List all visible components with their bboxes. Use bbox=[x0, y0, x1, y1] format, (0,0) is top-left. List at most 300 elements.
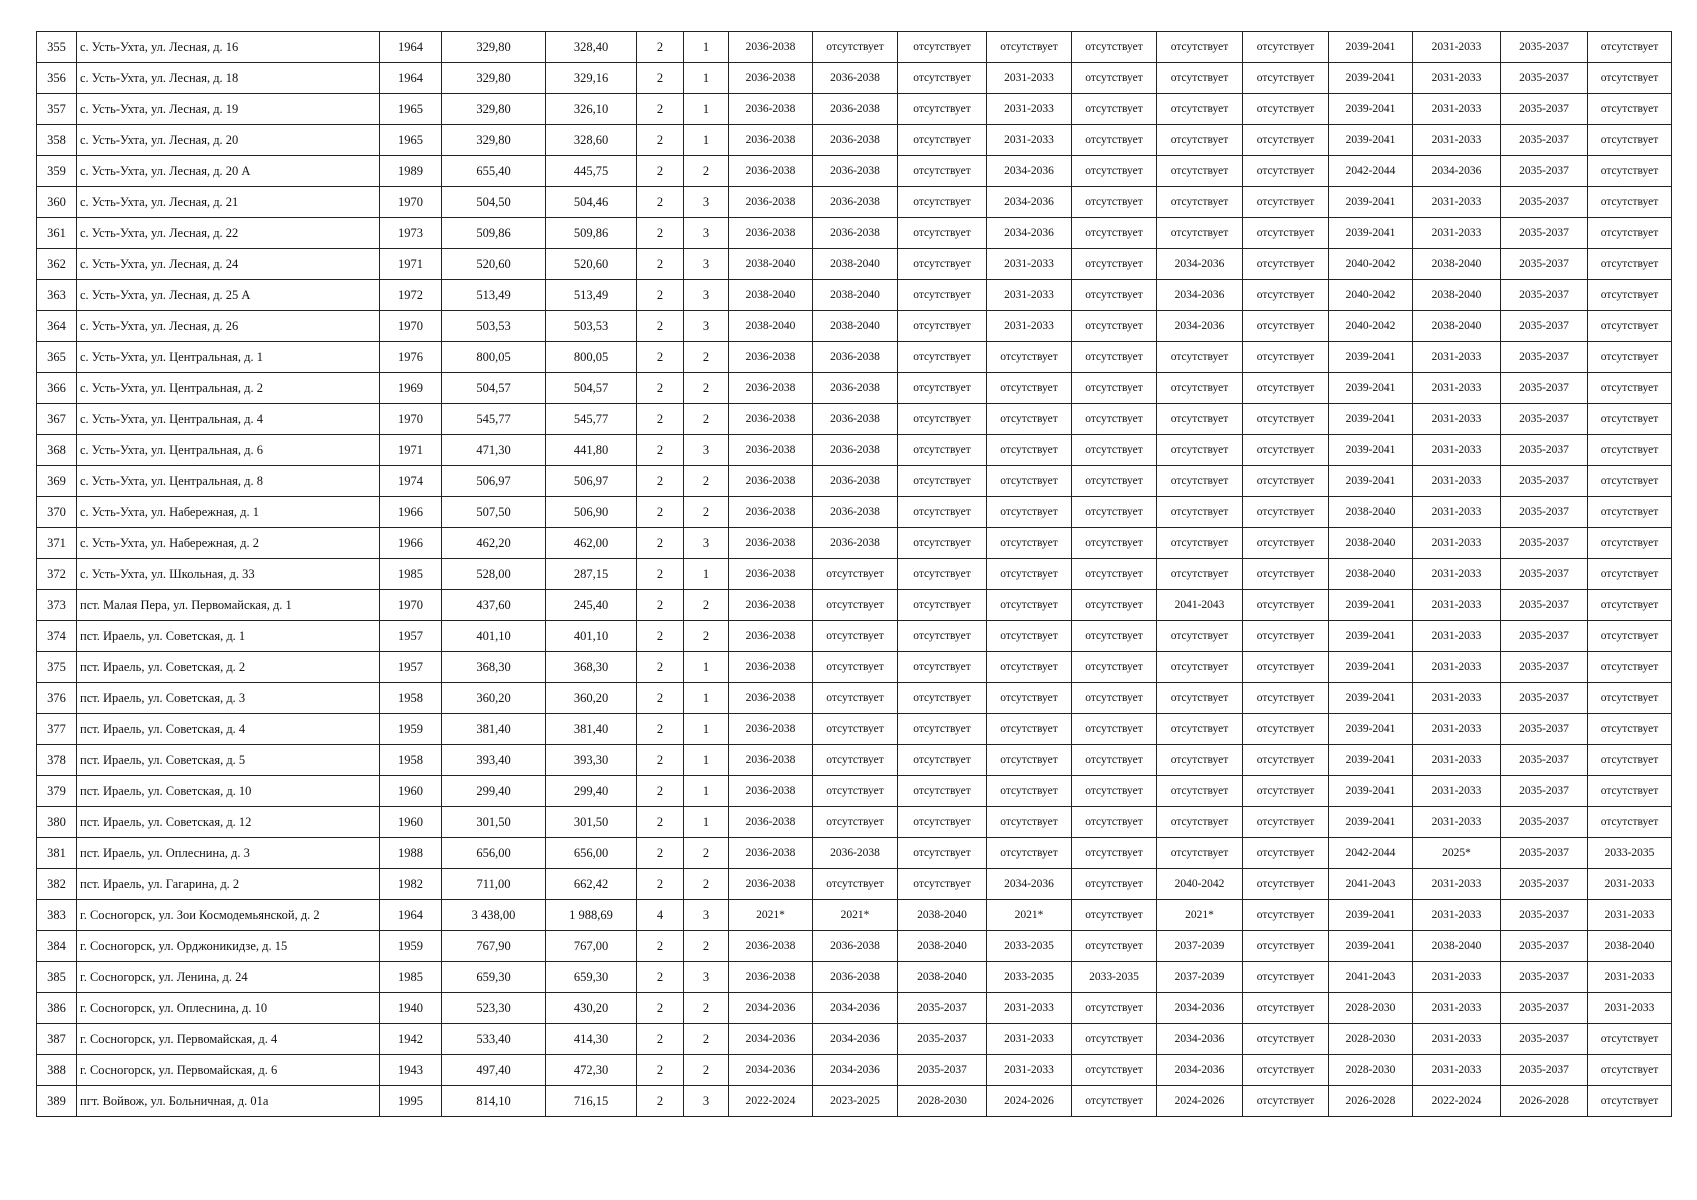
work-period-cell: отсутствует bbox=[1588, 218, 1672, 249]
work-period-cell: отсутствует bbox=[898, 652, 987, 683]
table-row bbox=[37, 32, 1672, 63]
work-period-cell: отсутствует bbox=[1072, 187, 1157, 218]
work-period-cell: 2036-2038 bbox=[813, 187, 898, 218]
total-area-cell: 381,40 bbox=[442, 714, 546, 745]
work-period-cell: отсутствует bbox=[1243, 807, 1329, 838]
table-row bbox=[37, 63, 1672, 94]
work-period-cell: 2033-2035 bbox=[1072, 962, 1157, 993]
work-period-cell: 2036-2038 bbox=[729, 807, 813, 838]
row-number-cell: 361 bbox=[37, 218, 77, 249]
work-period-cell: 2031-2033 bbox=[1413, 125, 1501, 156]
work-period-cell: отсутствует bbox=[898, 590, 987, 621]
work-period-cell: отсутствует bbox=[1588, 745, 1672, 776]
floors-cell: 2 bbox=[637, 559, 684, 590]
work-period-cell: отсутствует bbox=[898, 869, 987, 900]
work-period-cell: 2038-2040 bbox=[1329, 497, 1413, 528]
work-period-cell: 2038-2040 bbox=[729, 280, 813, 311]
row-number-cell: 381 bbox=[37, 838, 77, 869]
work-period-cell: 2022-2024 bbox=[729, 1086, 813, 1117]
work-period-cell: 2042-2044 bbox=[1329, 838, 1413, 869]
work-period-cell: отсутствует bbox=[1072, 280, 1157, 311]
work-period-cell: 2036-2038 bbox=[813, 342, 898, 373]
work-period-cell: отсутствует bbox=[1588, 776, 1672, 807]
work-period-cell: 2035-2037 bbox=[1501, 528, 1588, 559]
work-period-cell: 2039-2041 bbox=[1329, 714, 1413, 745]
work-period-cell: отсутствует bbox=[1243, 497, 1329, 528]
table-row bbox=[37, 156, 1672, 187]
work-period-cell: отсутствует bbox=[1157, 621, 1243, 652]
work-period-cell: отсутствует bbox=[1157, 373, 1243, 404]
work-period-cell: отсутствует bbox=[898, 63, 987, 94]
work-period-cell: отсутствует bbox=[1588, 807, 1672, 838]
total-area-cell: 401,10 bbox=[442, 621, 546, 652]
work-period-cell: 2035-2037 bbox=[1501, 218, 1588, 249]
year-cell: 1970 bbox=[380, 590, 442, 621]
work-period-cell: отсутствует bbox=[1243, 373, 1329, 404]
work-period-cell: 2033-2035 bbox=[987, 931, 1072, 962]
work-period-cell: отсутствует bbox=[1072, 125, 1157, 156]
row-number-cell: 366 bbox=[37, 373, 77, 404]
living-area-cell: 401,10 bbox=[546, 621, 637, 652]
row-number-cell: 363 bbox=[37, 280, 77, 311]
total-area-cell: 504,57 bbox=[442, 373, 546, 404]
work-period-cell: 2035-2037 bbox=[1501, 497, 1588, 528]
work-period-cell: 2041-2043 bbox=[1329, 869, 1413, 900]
work-period-cell: отсутствует bbox=[1157, 435, 1243, 466]
work-period-cell: 2036-2038 bbox=[813, 404, 898, 435]
address-cell: с. Усть-Ухта, ул. Центральная, д. 4 bbox=[77, 404, 380, 435]
work-period-cell: отсутствует bbox=[1243, 962, 1329, 993]
address-cell: пст. Ираель, ул. Советская, д. 10 bbox=[77, 776, 380, 807]
entrances-cell: 3 bbox=[684, 249, 729, 280]
row-number-cell: 387 bbox=[37, 1024, 77, 1055]
work-period-cell: 2036-2038 bbox=[813, 63, 898, 94]
row-number-cell: 365 bbox=[37, 342, 77, 373]
work-period-cell: отсутствует bbox=[1588, 590, 1672, 621]
work-period-cell: 2039-2041 bbox=[1329, 683, 1413, 714]
year-cell: 1985 bbox=[380, 559, 442, 590]
address-cell: с. Усть-Ухта, ул. Набережная, д. 2 bbox=[77, 528, 380, 559]
work-period-cell: 2026-2028 bbox=[1501, 1086, 1588, 1117]
table-row bbox=[37, 311, 1672, 342]
entrances-cell: 2 bbox=[684, 373, 729, 404]
work-period-cell: отсутствует bbox=[898, 621, 987, 652]
work-period-cell: 2031-2033 bbox=[1413, 993, 1501, 1024]
row-number-cell: 380 bbox=[37, 807, 77, 838]
floors-cell: 2 bbox=[637, 931, 684, 962]
work-period-cell: 2036-2038 bbox=[729, 745, 813, 776]
work-period-cell: 2031-2033 bbox=[1413, 962, 1501, 993]
work-period-cell: 2031-2033 bbox=[1413, 1024, 1501, 1055]
work-period-cell: 2035-2037 bbox=[1501, 1055, 1588, 1086]
floors-cell: 2 bbox=[637, 807, 684, 838]
floors-cell: 2 bbox=[637, 528, 684, 559]
work-period-cell: 2041-2043 bbox=[1329, 962, 1413, 993]
address-cell: с. Усть-Ухта, ул. Лесная, д. 22 bbox=[77, 218, 380, 249]
work-period-cell: 2039-2041 bbox=[1329, 466, 1413, 497]
work-period-cell: отсутствует bbox=[1157, 714, 1243, 745]
work-period-cell: отсутствует bbox=[1243, 249, 1329, 280]
address-cell: с. Усть-Ухта, ул. Школьная, д. 33 bbox=[77, 559, 380, 590]
living-area-cell: 509,86 bbox=[546, 218, 637, 249]
work-period-cell: отсутствует bbox=[987, 776, 1072, 807]
work-period-cell: 2035-2037 bbox=[1501, 249, 1588, 280]
entrances-cell: 2 bbox=[684, 497, 729, 528]
work-period-cell: отсутствует bbox=[1243, 218, 1329, 249]
table-row bbox=[37, 280, 1672, 311]
work-period-cell: 2038-2040 bbox=[1413, 280, 1501, 311]
table-row bbox=[37, 404, 1672, 435]
work-period-cell: 2031-2033 bbox=[987, 249, 1072, 280]
table-row bbox=[37, 125, 1672, 156]
work-period-cell: 2031-2033 bbox=[1413, 466, 1501, 497]
work-period-cell: отсутствует bbox=[1072, 466, 1157, 497]
work-period-cell: 2031-2033 bbox=[1413, 869, 1501, 900]
total-area-cell: 497,40 bbox=[442, 1055, 546, 1086]
entrances-cell: 1 bbox=[684, 776, 729, 807]
address-cell: с. Усть-Ухта, ул. Лесная, д. 19 bbox=[77, 94, 380, 125]
work-period-cell: 2038-2040 bbox=[813, 280, 898, 311]
work-period-cell: 2036-2038 bbox=[813, 838, 898, 869]
row-number-cell: 375 bbox=[37, 652, 77, 683]
entrances-cell: 2 bbox=[684, 993, 729, 1024]
work-period-cell: 2041-2043 bbox=[1157, 590, 1243, 621]
work-period-cell: отсутствует bbox=[1588, 187, 1672, 218]
floors-cell: 2 bbox=[637, 869, 684, 900]
living-area-cell: 472,30 bbox=[546, 1055, 637, 1086]
living-area-cell: 506,90 bbox=[546, 497, 637, 528]
work-period-cell: отсутствует bbox=[898, 187, 987, 218]
work-period-cell: отсутствует bbox=[813, 776, 898, 807]
work-period-cell: отсутствует bbox=[1243, 993, 1329, 1024]
living-area-cell: 430,20 bbox=[546, 993, 637, 1024]
year-cell: 1943 bbox=[380, 1055, 442, 1086]
year-cell: 1957 bbox=[380, 652, 442, 683]
year-cell: 1960 bbox=[380, 776, 442, 807]
entrances-cell: 1 bbox=[684, 745, 729, 776]
work-period-cell: отсутствует bbox=[1072, 559, 1157, 590]
work-period-cell: отсутствует bbox=[1072, 590, 1157, 621]
work-period-cell: 2036-2038 bbox=[813, 962, 898, 993]
year-cell: 1965 bbox=[380, 125, 442, 156]
work-period-cell: отсутствует bbox=[1588, 559, 1672, 590]
work-period-cell: 2039-2041 bbox=[1329, 94, 1413, 125]
work-period-cell: отсутствует bbox=[1243, 776, 1329, 807]
floors-cell: 2 bbox=[637, 311, 684, 342]
work-period-cell: отсутствует bbox=[1072, 311, 1157, 342]
address-cell: с. Усть-Ухта, ул. Лесная, д. 20 А bbox=[77, 156, 380, 187]
work-period-cell: 2036-2038 bbox=[729, 187, 813, 218]
row-number-cell: 388 bbox=[37, 1055, 77, 1086]
row-number-cell: 360 bbox=[37, 187, 77, 218]
work-period-cell: 2021* bbox=[813, 900, 898, 931]
work-period-cell: отсутствует bbox=[898, 404, 987, 435]
work-period-cell: 2039-2041 bbox=[1329, 621, 1413, 652]
total-area-cell: 437,60 bbox=[442, 590, 546, 621]
floors-cell: 2 bbox=[637, 218, 684, 249]
work-period-cell: отсутствует bbox=[1072, 373, 1157, 404]
work-period-cell: 2031-2033 bbox=[1588, 962, 1672, 993]
table-row bbox=[37, 1024, 1672, 1055]
work-period-cell: отсутствует bbox=[1072, 342, 1157, 373]
work-period-cell: отсутствует bbox=[1072, 249, 1157, 280]
work-period-cell: отсутствует bbox=[1243, 156, 1329, 187]
work-period-cell: 2021* bbox=[987, 900, 1072, 931]
work-period-cell: 2034-2036 bbox=[987, 156, 1072, 187]
work-period-cell: отсутствует bbox=[1072, 776, 1157, 807]
work-period-cell: отсутствует bbox=[1072, 900, 1157, 931]
work-period-cell: отсутствует bbox=[1588, 32, 1672, 63]
work-period-cell: 2036-2038 bbox=[729, 652, 813, 683]
work-period-cell: 2036-2038 bbox=[813, 466, 898, 497]
work-period-cell: отсутствует bbox=[1588, 63, 1672, 94]
work-period-cell: 2035-2037 bbox=[1501, 32, 1588, 63]
work-period-cell: отсутствует bbox=[898, 776, 987, 807]
entrances-cell: 2 bbox=[684, 1055, 729, 1086]
total-area-cell: 299,40 bbox=[442, 776, 546, 807]
work-period-cell: 2038-2040 bbox=[1329, 559, 1413, 590]
work-period-cell: 2031-2033 bbox=[1413, 497, 1501, 528]
work-period-cell: 2034-2036 bbox=[1157, 280, 1243, 311]
table-row bbox=[37, 807, 1672, 838]
work-period-cell: отсутствует bbox=[813, 652, 898, 683]
total-area-cell: 471,30 bbox=[442, 435, 546, 466]
work-period-cell: отсутствует bbox=[987, 590, 1072, 621]
work-period-cell: 2031-2033 bbox=[1413, 714, 1501, 745]
work-period-cell: 2034-2036 bbox=[729, 1024, 813, 1055]
work-period-cell: 2031-2033 bbox=[1413, 590, 1501, 621]
work-period-cell: 2035-2037 bbox=[1501, 900, 1588, 931]
floors-cell: 2 bbox=[637, 745, 684, 776]
work-period-cell: 2038-2040 bbox=[898, 931, 987, 962]
address-cell: пст. Ираель, ул. Советская, д. 12 bbox=[77, 807, 380, 838]
floors-cell: 2 bbox=[637, 776, 684, 807]
work-period-cell: 2036-2038 bbox=[729, 218, 813, 249]
work-period-cell: отсутствует bbox=[1588, 466, 1672, 497]
work-period-cell: 2031-2033 bbox=[1413, 187, 1501, 218]
address-cell: г. Сосногорск, ул. Ленина, д. 24 bbox=[77, 962, 380, 993]
work-period-cell: 2036-2038 bbox=[729, 621, 813, 652]
work-period-cell: отсутствует bbox=[898, 745, 987, 776]
year-cell: 1964 bbox=[380, 900, 442, 931]
work-period-cell: 2031-2033 bbox=[987, 125, 1072, 156]
work-period-cell: 2038-2040 bbox=[1329, 528, 1413, 559]
work-period-cell: 2039-2041 bbox=[1329, 63, 1413, 94]
total-area-cell: 523,30 bbox=[442, 993, 546, 1024]
row-number-cell: 359 bbox=[37, 156, 77, 187]
total-area-cell: 655,40 bbox=[442, 156, 546, 187]
work-period-cell: 2036-2038 bbox=[729, 559, 813, 590]
table-row bbox=[37, 559, 1672, 590]
work-period-cell: отсутствует bbox=[987, 807, 1072, 838]
work-period-cell: отсутствует bbox=[1072, 1055, 1157, 1086]
entrances-cell: 2 bbox=[684, 1024, 729, 1055]
work-period-cell: отсутствует bbox=[1072, 94, 1157, 125]
work-period-cell: отсутствует bbox=[1243, 32, 1329, 63]
row-number-cell: 385 bbox=[37, 962, 77, 993]
work-period-cell: 2021* bbox=[729, 900, 813, 931]
total-area-cell: 800,05 bbox=[442, 342, 546, 373]
total-area-cell: 329,80 bbox=[442, 63, 546, 94]
year-cell: 1966 bbox=[380, 528, 442, 559]
work-period-cell: отсутствует bbox=[1072, 745, 1157, 776]
work-period-cell: 2037-2039 bbox=[1157, 931, 1243, 962]
work-period-cell: отсутствует bbox=[1243, 838, 1329, 869]
work-period-cell: 2036-2038 bbox=[729, 125, 813, 156]
work-period-cell: 2035-2037 bbox=[1501, 435, 1588, 466]
work-period-cell: 2024-2026 bbox=[987, 1086, 1072, 1117]
living-area-cell: 462,00 bbox=[546, 528, 637, 559]
work-period-cell: отсутствует bbox=[898, 94, 987, 125]
living-area-cell: 656,00 bbox=[546, 838, 637, 869]
table-row bbox=[37, 435, 1672, 466]
work-period-cell: 2031-2033 bbox=[1413, 683, 1501, 714]
work-period-cell: 2036-2038 bbox=[813, 156, 898, 187]
address-cell: пгт. Войвож, ул. Больничная, д. 01а bbox=[77, 1086, 380, 1117]
work-period-cell: 2039-2041 bbox=[1329, 373, 1413, 404]
year-cell: 1982 bbox=[380, 869, 442, 900]
work-period-cell: отсутствует bbox=[1588, 404, 1672, 435]
year-cell: 1989 bbox=[380, 156, 442, 187]
table-row bbox=[37, 187, 1672, 218]
row-number-cell: 355 bbox=[37, 32, 77, 63]
address-cell: с. Усть-Ухта, ул. Центральная, д. 2 bbox=[77, 373, 380, 404]
work-period-cell: 2035-2037 bbox=[1501, 559, 1588, 590]
work-period-cell: 2034-2036 bbox=[1157, 993, 1243, 1024]
work-period-cell: 2035-2037 bbox=[1501, 714, 1588, 745]
total-area-cell: 659,30 bbox=[442, 962, 546, 993]
work-period-cell: отсутствует bbox=[1588, 125, 1672, 156]
work-period-cell: 2040-2042 bbox=[1329, 311, 1413, 342]
work-period-cell: отсутствует bbox=[813, 32, 898, 63]
living-area-cell: 1 988,69 bbox=[546, 900, 637, 931]
row-number-cell: 374 bbox=[37, 621, 77, 652]
living-area-cell: 360,20 bbox=[546, 683, 637, 714]
table-row bbox=[37, 683, 1672, 714]
total-area-cell: 545,77 bbox=[442, 404, 546, 435]
work-period-cell: отсутствует bbox=[1072, 652, 1157, 683]
work-period-cell: отсутствует bbox=[1243, 435, 1329, 466]
housing-repair-table bbox=[36, 31, 1672, 1117]
total-area-cell: 504,50 bbox=[442, 187, 546, 218]
living-area-cell: 767,00 bbox=[546, 931, 637, 962]
floors-cell: 2 bbox=[637, 404, 684, 435]
work-period-cell: 2035-2037 bbox=[1501, 652, 1588, 683]
work-period-cell: 2035-2037 bbox=[898, 1024, 987, 1055]
total-area-cell: 656,00 bbox=[442, 838, 546, 869]
total-area-cell: 393,40 bbox=[442, 745, 546, 776]
work-period-cell: 2036-2038 bbox=[813, 94, 898, 125]
work-period-cell: отсутствует bbox=[1157, 528, 1243, 559]
work-period-cell: отсутствует bbox=[1588, 528, 1672, 559]
work-period-cell: отсутствует bbox=[1588, 1055, 1672, 1086]
work-period-cell: отсутствует bbox=[1243, 900, 1329, 931]
total-area-cell: 329,80 bbox=[442, 125, 546, 156]
floors-cell: 2 bbox=[637, 125, 684, 156]
work-period-cell: 2031-2033 bbox=[987, 993, 1072, 1024]
table-row bbox=[37, 1086, 1672, 1117]
total-area-cell: 507,50 bbox=[442, 497, 546, 528]
work-period-cell: отсутствует bbox=[1157, 218, 1243, 249]
work-period-cell: 2034-2036 bbox=[1157, 1055, 1243, 1086]
work-period-cell: 2035-2037 bbox=[1501, 590, 1588, 621]
year-cell: 1959 bbox=[380, 714, 442, 745]
work-period-cell: 2038-2040 bbox=[898, 900, 987, 931]
work-period-cell: отсутствует bbox=[1243, 745, 1329, 776]
entrances-cell: 3 bbox=[684, 900, 729, 931]
living-area-cell: 245,40 bbox=[546, 590, 637, 621]
work-period-cell: отсутствует bbox=[813, 807, 898, 838]
table-row bbox=[37, 497, 1672, 528]
address-cell: пст. Ираель, ул. Советская, д. 4 bbox=[77, 714, 380, 745]
work-period-cell: 2033-2035 bbox=[987, 962, 1072, 993]
work-period-cell: отсутствует bbox=[1243, 528, 1329, 559]
address-cell: с. Усть-Ухта, ул. Центральная, д. 1 bbox=[77, 342, 380, 373]
address-cell: г. Сосногорск, ул. Первомайская, д. 6 bbox=[77, 1055, 380, 1086]
work-period-cell: отсутствует bbox=[1072, 528, 1157, 559]
work-period-cell: 2040-2042 bbox=[1329, 249, 1413, 280]
floors-cell: 2 bbox=[637, 683, 684, 714]
floors-cell: 2 bbox=[637, 497, 684, 528]
work-period-cell: отсутствует bbox=[1243, 94, 1329, 125]
address-cell: пст. Ираель, ул. Гагарина, д. 2 bbox=[77, 869, 380, 900]
living-area-cell: 716,15 bbox=[546, 1086, 637, 1117]
work-period-cell: отсутствует bbox=[987, 404, 1072, 435]
floors-cell: 2 bbox=[637, 838, 684, 869]
work-period-cell: 2035-2037 bbox=[1501, 838, 1588, 869]
work-period-cell: 2036-2038 bbox=[729, 962, 813, 993]
work-period-cell: 2035-2037 bbox=[1501, 931, 1588, 962]
address-cell: с. Усть-Ухта, ул. Лесная, д. 16 bbox=[77, 32, 380, 63]
floors-cell: 4 bbox=[637, 900, 684, 931]
address-cell: с. Усть-Ухта, ул. Лесная, д. 20 bbox=[77, 125, 380, 156]
living-area-cell: 368,30 bbox=[546, 652, 637, 683]
work-period-cell: отсутствует bbox=[987, 652, 1072, 683]
table-row bbox=[37, 590, 1672, 621]
work-period-cell: 2031-2033 bbox=[987, 63, 1072, 94]
work-period-cell: 2035-2037 bbox=[1501, 466, 1588, 497]
work-period-cell: 2034-2036 bbox=[813, 1024, 898, 1055]
work-period-cell: отсутствует bbox=[1588, 311, 1672, 342]
table-row bbox=[37, 342, 1672, 373]
entrances-cell: 1 bbox=[684, 63, 729, 94]
work-period-cell: отсутствует bbox=[1157, 745, 1243, 776]
table-row bbox=[37, 218, 1672, 249]
entrances-cell: 1 bbox=[684, 714, 729, 745]
work-period-cell: 2035-2037 bbox=[1501, 373, 1588, 404]
address-cell: с. Усть-Ухта, ул. Центральная, д. 6 bbox=[77, 435, 380, 466]
work-period-cell: 2035-2037 bbox=[1501, 187, 1588, 218]
living-area-cell: 414,30 bbox=[546, 1024, 637, 1055]
work-period-cell: 2035-2037 bbox=[1501, 993, 1588, 1024]
work-period-cell: отсутствует bbox=[1243, 280, 1329, 311]
work-period-cell: 2039-2041 bbox=[1329, 218, 1413, 249]
year-cell: 1964 bbox=[380, 63, 442, 94]
work-period-cell: отсутствует bbox=[1588, 280, 1672, 311]
entrances-cell: 2 bbox=[684, 156, 729, 187]
work-period-cell: отсутствует bbox=[1243, 404, 1329, 435]
work-period-cell: 2040-2042 bbox=[1157, 869, 1243, 900]
row-number-cell: 377 bbox=[37, 714, 77, 745]
address-cell: с. Усть-Ухта, ул. Лесная, д. 21 bbox=[77, 187, 380, 218]
work-period-cell: 2031-2033 bbox=[1413, 807, 1501, 838]
work-period-cell: отсутствует bbox=[898, 280, 987, 311]
work-period-cell: отсутствует bbox=[1243, 590, 1329, 621]
work-period-cell: 2035-2037 bbox=[1501, 1024, 1588, 1055]
work-period-cell: отсутствует bbox=[898, 838, 987, 869]
entrances-cell: 3 bbox=[684, 962, 729, 993]
row-number-cell: 372 bbox=[37, 559, 77, 590]
